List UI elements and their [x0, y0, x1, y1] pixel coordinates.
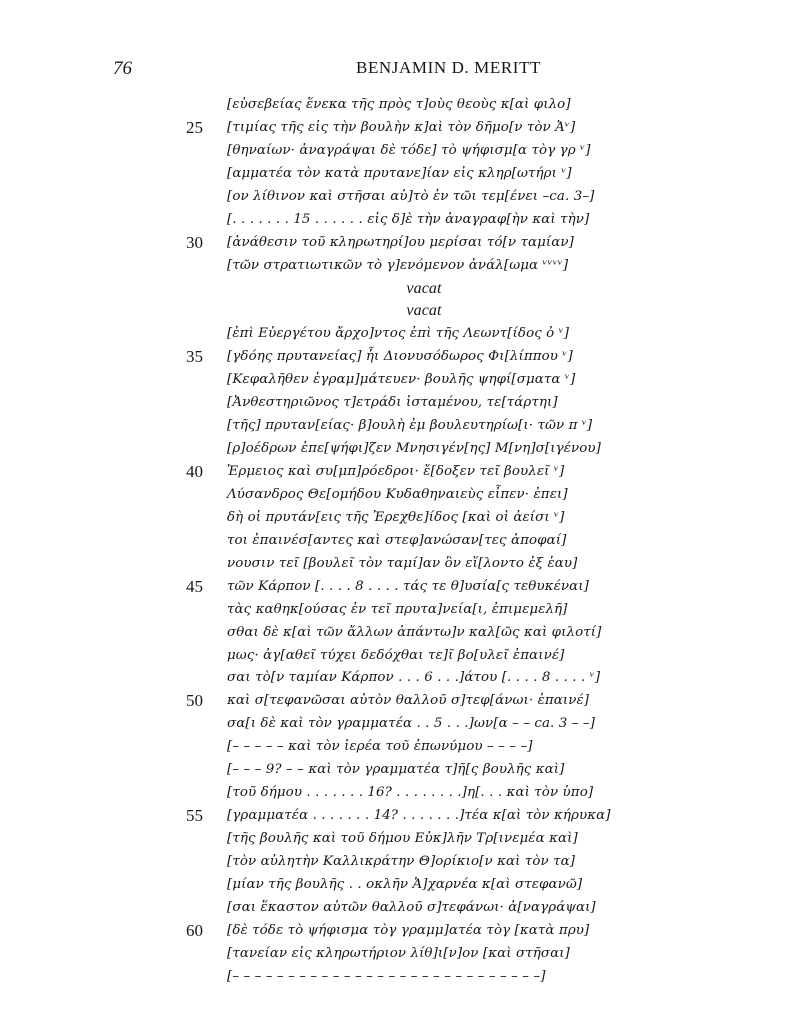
- text-line: [0, 484, 805, 507]
- line-text: [δὲ τόδε τὸ ψήφισμα τὸγ γραμμ]ατέα τὸγ [κατὰ πρυ]: [227, 922, 590, 938]
- running-head: BENJAMIN D. MERITT: [356, 58, 542, 77]
- text-line: [0, 553, 805, 576]
- line-text: [εὐσεβείας ἕνεκα τῆς πρὸς τ]οὺς θεοὺς κ[αὶ φιλο]: [227, 97, 571, 112]
- vacat-label: vacat: [406, 302, 442, 320]
- line-text: τοι ἐπαινέσ[αντες καὶ στεφ]ανώσαν[τες ἀποφαί]: [227, 532, 567, 548]
- text-line: [0, 851, 805, 874]
- text-line: [0, 255, 805, 278]
- text-line: [0, 897, 805, 920]
- text-line: [0, 461, 805, 484]
- inscription-text: [0, 94, 805, 989]
- text-line: [0, 943, 805, 966]
- text-line: [0, 232, 805, 255]
- line-text: [σαι ἕκαστον αὐτῶν θαλλοῦ σ]τεφάνωι· ἀ[ναγράψαι]: [227, 899, 596, 915]
- text-line: [0, 576, 805, 599]
- text-line: [0, 278, 805, 301]
- line-text: σθαι δὲ κ[αὶ τῶν ἄλλων ἁπάντω]ν καλ[ῶς καὶ φιλοτί]: [227, 624, 602, 640]
- line-text: μως· ἀγ[αθεῖ τύχει δεδόχθαι τε]ῖ βο[υλεῖ ἐπαινέ]: [227, 647, 565, 663]
- line-text: Ἑρμειος καὶ συ[μπ]ρόεδροι· ἔ[δοξεν τεῖ βουλεῖ ᵛ]: [227, 464, 565, 479]
- text-line: [0, 966, 805, 989]
- line-text: [τῶν στρατιωτικῶν τὸ γ]ενόμενον ἀνάλ[ωμα ᵛᵛᵛᵛ]: [227, 257, 569, 273]
- line-text: [τῆς] πρυταν[είας· β]ουλὴ ἐμ βουλευτηρίω[ι· τῶν π ᵛ]: [227, 418, 593, 434]
- line-text: σαι τὸ[ν ταμίαν Κάρπον . . . 6 . . .]άτου [. . . . 8 . . . . ᵛ]: [227, 670, 601, 686]
- text-line: [0, 507, 805, 530]
- text-line: [0, 690, 805, 713]
- text-line: [0, 186, 805, 209]
- text-line: [0, 392, 805, 415]
- text-line: [0, 369, 805, 392]
- text-line: [0, 874, 805, 897]
- line-text: [τοῦ δήμου . . . . . . . 16? . . . . . . . .]η[. . . καὶ τὸν ὑπο]: [227, 785, 594, 801]
- line-number: 35: [186, 347, 203, 367]
- line-text: Λύσανδρος Θε[ομήδου Κυδαθηναιεὺς εἶπεν· ἐπει]: [227, 486, 568, 502]
- text-line: [0, 438, 805, 461]
- text-line: [0, 645, 805, 668]
- text-line: [0, 163, 805, 186]
- vacat-label: vacat: [406, 279, 442, 297]
- line-number: 25: [186, 117, 203, 137]
- line-text: [. . . . . . . 15 . . . . . . εἰς δ]ὲ τὴν ἀναγραφ[ὴν καὶ τὴν]: [227, 211, 590, 227]
- line-text: [γραμματέα . . . . . . . 14? . . . . . . .]τέα κ[αὶ τὸν κήρυκα]: [227, 808, 611, 824]
- text-line: [0, 759, 805, 782]
- line-text: [Ἀνθεστηριῶνος τ]ετράδι ἱσταμένου, τε[τάρτηι]: [227, 395, 558, 411]
- page-header: [0, 58, 805, 82]
- text-line: [0, 300, 805, 323]
- line-text: [– – – 9? – – καὶ τὸν γραμματέα τ]ῆ[ς βουλῆς καὶ]: [227, 762, 565, 778]
- text-line: [0, 736, 805, 759]
- line-text: [τῆς βουλῆς καὶ τοῦ δήμου Εὐκ]λῆν Τρ[ινεμέα καὶ]: [227, 831, 578, 846]
- text-line: [0, 530, 805, 553]
- line-number: 30: [186, 232, 203, 252]
- line-number: 45: [186, 576, 203, 596]
- text-line: [0, 140, 805, 163]
- line-text: [– – – – – – – – – – – – – – – – – – – – – – – – – – – –]: [227, 968, 546, 984]
- text-line: [0, 828, 805, 851]
- line-text: καὶ σ[τεφανῶσαι αὐτὸν θαλλοῦ σ]τεφ[άνωι· ἐπαινέ]: [227, 693, 590, 709]
- line-text: [Κεφαλῆθεν ἐγραμ]μάτευεν· βουλῆς ψηφί[σματα ᵛ]: [227, 372, 576, 388]
- text-line: [0, 713, 805, 736]
- line-number: 60: [186, 920, 203, 940]
- text-line: [0, 920, 805, 943]
- text-line: [0, 622, 805, 645]
- line-text: [ἐπὶ Εὐεργέτου ἄρχο]ντος ἐπὶ τῆς Λεωντ[ίδος ὀ ᵛ]: [227, 326, 570, 342]
- line-text: [τὸν αὐλητὴν Καλλικράτην Θ]ορίκιο[ν καὶ τὸν τα]: [227, 853, 576, 869]
- line-text: [– – – – – καὶ τὸν ἱερέα τοῦ ἐπωνύμου – – – –]: [227, 739, 533, 755]
- text-line: [0, 667, 805, 690]
- text-line: [0, 209, 805, 232]
- line-text: νουσιν τεῖ [βουλεῖ τὸν ταμί]αν ὃν εἵ[λοντο ἐξ ἑαυ]: [227, 555, 578, 571]
- line-text: [ον λίθινον καὶ στῆσαι αὐ]τὸ ἐν τῶι τεμ[ένει –ca. 3–]: [227, 188, 595, 204]
- line-number: 55: [186, 806, 203, 826]
- text-line: [0, 94, 805, 117]
- line-number: 50: [186, 691, 203, 711]
- line-text: σα[ι δὲ καὶ τὸν γραμματέα . . 5 . . .]ων[α – – ca. 3 – –]: [227, 716, 596, 732]
- line-text: [ρ]οέδρων ἐπε[ψήφι]ζεν Μνησιγέν[ης] Μ[νη]σ[ιγένου]: [227, 441, 601, 457]
- text-line: [0, 323, 805, 346]
- line-text: [αμματέα τὸν κατὰ πρυτανε]ίαν εἰς κληρ[ωτήρι ᵛ]: [227, 165, 572, 181]
- text-line: [0, 415, 805, 438]
- line-number: 40: [186, 462, 203, 481]
- line-text: [τιμίας τῆς εἰς τὴν βουλὴν κ]αὶ τὸν δῆμο[ν τὸν Ἀᵛ]: [227, 119, 576, 135]
- line-text: τὰς καθηκ[ούσας ἐν τεῖ πρυτα]νεία[ι, ἐπιμεμελῆ]: [227, 601, 568, 617]
- text-line: [0, 346, 805, 369]
- line-text: [μίαν τῆς βουλῆς . . οκλῆν Ἀ]χαρνέα κ[αὶ στεφανῶ]: [227, 876, 583, 892]
- text-line: [0, 117, 805, 140]
- text-line: [0, 805, 805, 828]
- text-line: [0, 599, 805, 622]
- line-text: [γδόης πρυτανείας] ἧι Διονυσόδωρος Φι[λίππου ᵛ]: [227, 349, 573, 365]
- line-text: [θηναίων· ἀναγράψαι δὲ τόδε] τὸ ψήφισμ[α τὸγ γρ ᵛ]: [227, 142, 591, 158]
- text-line: [0, 782, 805, 805]
- page-number: 76: [113, 58, 132, 79]
- line-text: [τανείαν εἰς κληρωτήριον λίθ]ι[ν]ον [καὶ στῆσαι]: [227, 945, 570, 961]
- line-text: τῶν Κάρπον [. . . . 8 . . . . τάς τε θ]υσία[ς τεθυκέναι]: [227, 578, 589, 594]
- line-text: δὴ οἱ πρυτάν[εις τῆς Ἐρεχθε]ίδος [καὶ οἱ ἀείσι ᵛ]: [227, 509, 565, 525]
- line-text: [ἀνάθεσιν τοῦ κληρωτηρί]ου μερίσαι τό[ν ταμίαν]: [227, 234, 574, 250]
